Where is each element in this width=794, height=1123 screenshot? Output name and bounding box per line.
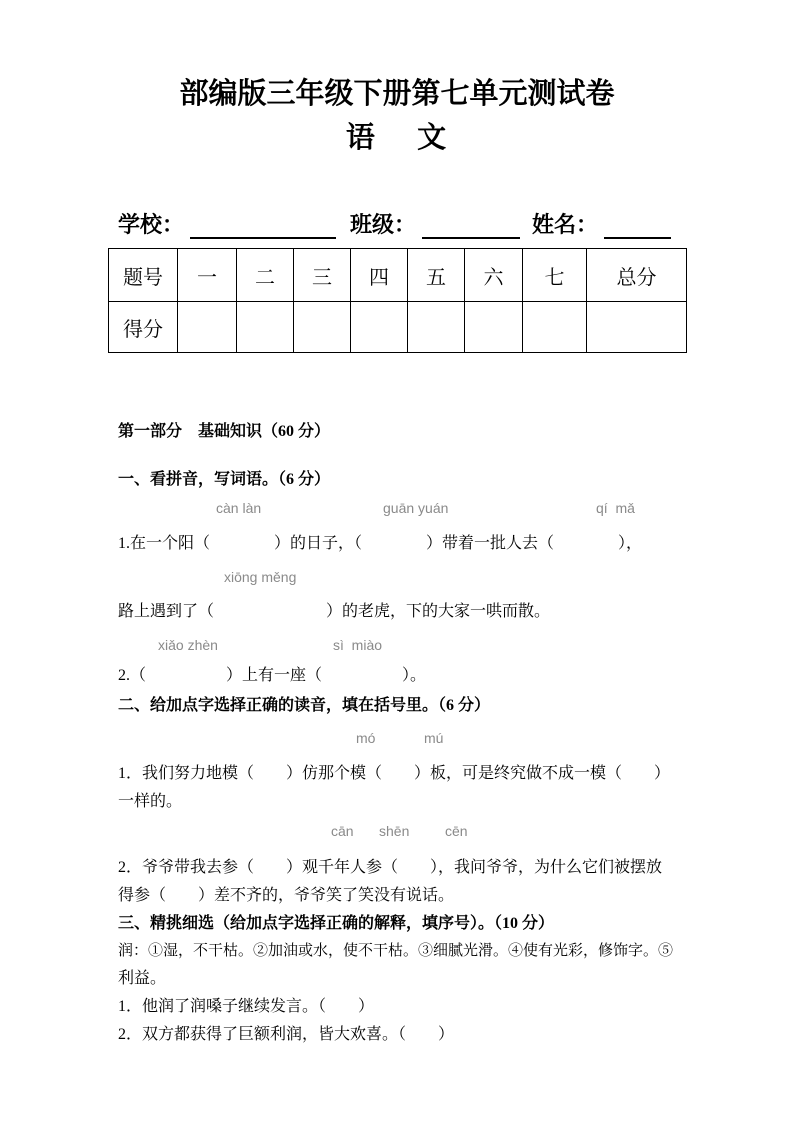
section3-gloss-line-1: 润：①湿，不干枯。②加油或水，使不干枯。③细腻光滑。④使有光彩，修饰字。⑤: [118, 943, 674, 959]
pinyin-guan-yuan: guān yuán: [383, 500, 449, 516]
section3-heading: 三、精挑细选（给加点字选择正确的解释，填序号）。（10 分）: [118, 915, 555, 932]
section2-question-2-line: 2．爷爷带我去参（ ）观千年人参（ ），我问爷爷，为什么它们被摆放: [118, 859, 663, 876]
total-score-header-cell: 总分: [587, 249, 687, 302]
section1-pinyin-row-2: [118, 569, 718, 587]
section1-pinyin-row-1: [118, 500, 718, 518]
page-title: 部编版三年级下册第七单元测试卷: [179, 78, 615, 110]
score-cell: [408, 302, 465, 353]
score-cell: [523, 302, 587, 353]
score-table-score-row: [109, 302, 687, 353]
section2-pinyin-row-2: [118, 823, 718, 841]
class-blank: [422, 211, 520, 239]
pinyin-shen1: shēn: [379, 823, 410, 839]
pinyin-xiong-meng: xiōng měng: [224, 569, 297, 585]
question-number-header-cell: 题号: [109, 249, 178, 302]
section2-question-1-continued-line: 一样的。: [118, 793, 183, 810]
question-col-4: 四: [351, 249, 408, 302]
score-cell: [465, 302, 523, 353]
student-info: [118, 208, 671, 239]
question-col-5: 五: [408, 249, 465, 302]
class-label: 班级：: [350, 212, 417, 237]
pinyin-qi-ma: qí mǎ: [596, 500, 635, 516]
section2-question-2-continued-line: 得参（ ）差不齐的，爷爷笑了笑没有说话。: [118, 887, 455, 904]
part1-heading: 第一部分 基础知识（60 分）: [118, 423, 331, 440]
score-cell: [351, 302, 408, 353]
section2-heading: 二、给加点字选择正确的读音，填在括号里。（6 分）: [118, 697, 491, 714]
question-col-1: 一: [178, 249, 237, 302]
score-cell: [294, 302, 351, 353]
score-cell: [178, 302, 237, 353]
school-label: 学校：: [118, 212, 185, 237]
section1-pinyin-row-3: [118, 637, 718, 655]
section3-question-1-line: 1．他润了润嗓子继续发言。（ ）: [118, 998, 375, 1015]
total-score-cell: [587, 302, 687, 353]
score-row-label-cell: 得分: [109, 302, 178, 353]
section1-question-1-continued-line: 路上遇到了（ ）的老虎，下的大家一哄而散。: [118, 603, 551, 620]
section2-pinyin-row-1: [118, 730, 718, 748]
question-col-2: 二: [237, 249, 294, 302]
pinyin-xiao-zhen: xiǎo zhèn: [158, 637, 218, 653]
pinyin-mu2: mú: [424, 730, 444, 746]
pinyin-cen1: cēn: [445, 823, 468, 839]
score-table: [108, 248, 687, 353]
section3-gloss-line-2: 利益。: [118, 970, 167, 987]
school-blank: [190, 211, 336, 239]
pinyin-can-lan: càn làn: [216, 500, 262, 516]
section1-heading: 一、看拼音，写词语。（6 分）: [118, 471, 331, 488]
score-table-header-row: [109, 249, 687, 302]
pinyin-can1: cān: [331, 823, 354, 839]
section3-question-2-line: 2．双方都获得了巨额利润，皆大欢喜。（ ）: [118, 1026, 455, 1043]
question-col-7: 七: [523, 249, 587, 302]
question-col-6: 六: [465, 249, 523, 302]
name-label: 姓名：: [532, 212, 599, 237]
name-blank: [604, 211, 671, 239]
question-col-3: 三: [294, 249, 351, 302]
pinyin-si-miao: sì miào: [333, 637, 383, 653]
section2-question-1-line: 1．我们努力地模（ ）仿那个模（ ）板，可是终究做不成一模（ ）: [118, 765, 671, 782]
section1-question-2-line: 2.（ ）上有一座（ ）。: [118, 667, 427, 684]
score-cell: [237, 302, 294, 353]
subject-title: 语 文: [345, 122, 449, 154]
section1-question-1-line: 1.在一个阳（ ）的日子，（ ）带着一批人去（ ），: [118, 535, 643, 552]
pinyin-mo2: mó: [356, 730, 376, 746]
